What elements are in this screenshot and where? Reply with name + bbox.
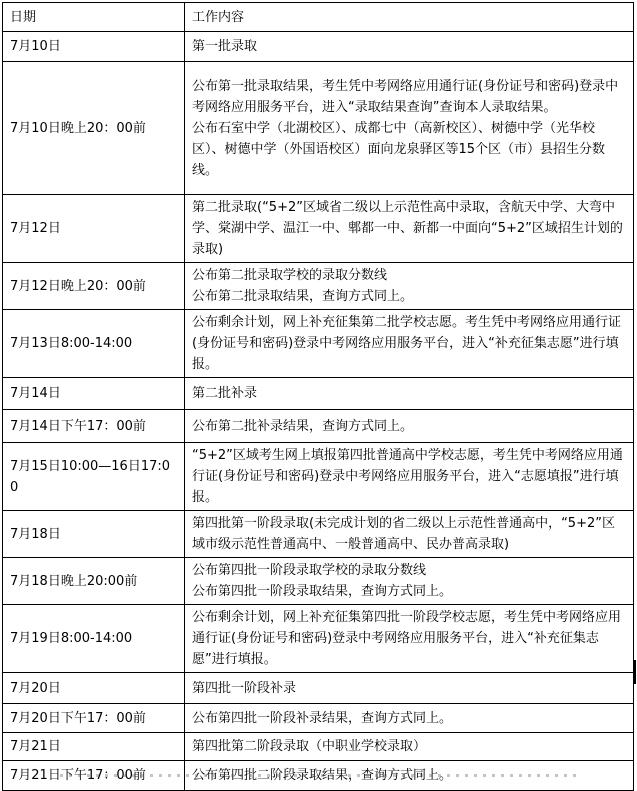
content-line: 第二批录取(“5+2”区域省二级以上示范性高中录取，含航天中学、大弯中学、棠湖中学、温江一中、郫都一中、新都一中面向“5+2”区域招生计划的录取) [192, 200, 623, 257]
date-cell: 7月12日晚上20：00前 [3, 263, 185, 310]
content-cell [185, 32, 634, 62]
content-line: 公布第四批一阶段录取学校的录取分数线 [192, 563, 427, 578]
date-cell: 7月18日晚上20:00前 [3, 558, 185, 605]
date-cell: 7月14日 [3, 378, 185, 410]
content-cell [185, 673, 634, 704]
table-row [3, 310, 634, 378]
content-cell [185, 558, 634, 605]
table-row [3, 263, 634, 310]
header-content: 工作内容 [185, 3, 634, 32]
content-cell [185, 310, 634, 378]
content-line: 公布第二批补录结果，查询方式同上。 [192, 418, 414, 434]
date-cell: 7月12日 [3, 195, 185, 263]
table-row [3, 733, 634, 761]
scrollbar-marker [633, 660, 636, 684]
content-line: 公布剩余计划，网上补充征集第二批学校志愿。考生凭中考网络应用通行证(身份证号和密码)登录中考网络应用服务平台，进入“补充征集志愿”进行填报。 [192, 315, 622, 372]
content-cell [185, 733, 634, 761]
admission-schedule-table [2, 2, 634, 791]
content-line: 公布第四批二阶段录取结果，查询方式同上。 [192, 768, 453, 783]
date-cell: 7月19日8:00-14:00 [3, 605, 185, 673]
content-line: 第四批第二阶段录取（中职业学校录取） [192, 739, 427, 754]
content-line: 第一批录取 [192, 39, 258, 54]
content-cell [185, 263, 634, 310]
date-cell: 7月10日 [3, 32, 185, 62]
content-cell [185, 195, 634, 263]
header-date: 日期 [3, 3, 185, 32]
date-cell: 7月10日晚上20：00前 [3, 62, 185, 195]
content-cell [185, 704, 634, 733]
table-row [3, 410, 634, 443]
content-cell [185, 443, 634, 511]
content-cell [185, 62, 634, 195]
table-body [3, 32, 634, 791]
content-cell [185, 378, 634, 410]
table-row [3, 605, 634, 673]
table-row [3, 378, 634, 410]
content-line: 第四批第一阶段录取(未完成计划的省二级以上示范性普通高中，“5+2”区域市级示范性普通高中、一般普通高中、民办普高录取) [192, 516, 615, 552]
date-cell: 7月15日10:00—16日17:00 [3, 443, 185, 511]
date-cell: 7月21日下午17：00前 [3, 761, 185, 791]
content-line: “5+2”区域考生网上填报第四批普通高中学校志愿，考生凭中考网络应用通行证(身份证号和密码)登录中考网络应用服务平台，进入“志愿填报”进行填报。 [192, 448, 623, 505]
content-line: 公布第二批录取结果，查询方式同上。 [192, 289, 414, 304]
table-row [3, 32, 634, 62]
content-line: 第二批补录 [192, 386, 258, 401]
table-header-row [3, 3, 634, 32]
date-cell: 7月20日下午17：00前 [3, 704, 185, 733]
content-cell [185, 511, 634, 558]
content-line: 公布第四批一阶段录取结果，查询方式同上。 [192, 584, 453, 599]
content-line: 第四批一阶段补录 [192, 680, 297, 696]
table-row [3, 673, 634, 704]
table-row [3, 62, 634, 195]
content-cell [185, 605, 634, 673]
date-cell: 7月14日下午17：00前 [3, 410, 185, 443]
table-row [3, 511, 634, 558]
date-cell: 7月18日 [3, 511, 185, 558]
content-line: 公布石室中学（北湖校区）、成都七中（高新校区）、树德中学（光华校区）、树德中学（外国语校区）面向龙泉驿区等15个区（市）县招生分数线。 [192, 120, 606, 178]
table-row [3, 195, 634, 263]
table-row [3, 443, 634, 511]
table-row [3, 704, 634, 733]
content-line: 公布第二批录取学校的录取分数线 [192, 268, 388, 283]
content-line: 公布剩余计划，网上补充征集第四批一阶段学校志愿，考生凭中考网络应用通行证(身份证号和密码)登录中考网络应用服务平台，进入“补充征集志愿”进行填报。 [192, 610, 622, 667]
table-row [3, 558, 634, 605]
content-line: 公布第四批一阶段补录结果，查询方式同上。 [192, 710, 453, 726]
date-cell: 7月13日8:00-14:00 [3, 310, 185, 378]
content-cell [185, 410, 634, 443]
content-line: 公布第一批录取结果，考生凭中考网络应用通行证(身份证号和密码)登录中考网络应用服务平台，进入“录取结果查询”查询本人录取结果。 [192, 78, 619, 115]
date-cell: 7月20日 [3, 673, 185, 704]
date-cell: 7月21日 [3, 733, 185, 761]
cut-off-text-fragment [60, 774, 580, 777]
